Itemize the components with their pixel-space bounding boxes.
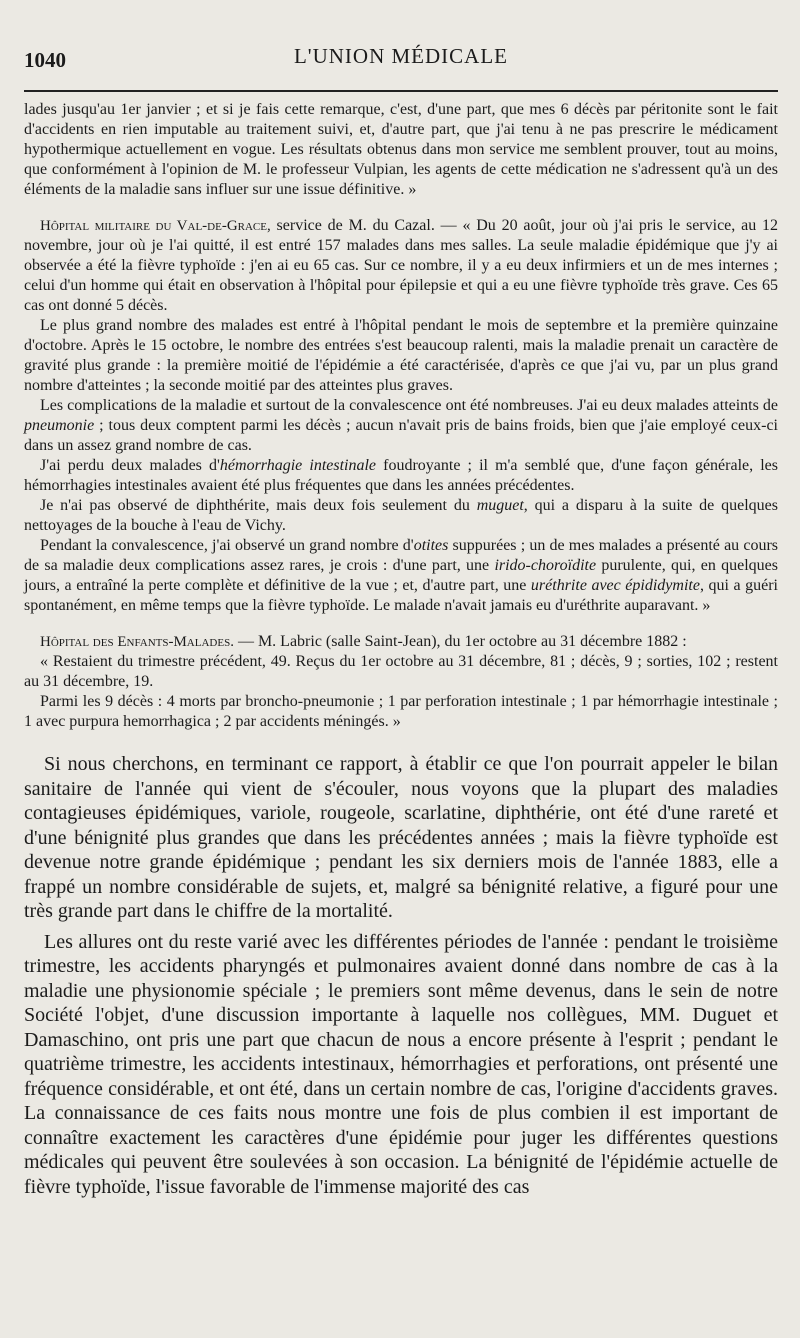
text-run: Pendant la convalescence, j'ai observé un grand nombre d' — [40, 537, 414, 554]
enfants-malades-paragraph-2: « Restaient du trimestre précédent, 49. Reçus du 1er octobre au 31 décembre, 81 ; décès, 9 ; sorties, 102 ; restent au 31 décembre, 19. — [24, 653, 778, 690]
enfants-malades-paragraph-3: Parmi les 9 décès : 4 morts par broncho-pneumonie ; 1 par perforation intestinale ; 1 par hémorrhagie intestinale ; 1 avec purpura hemorrhagica ; 2 par accidents méningés. » — [24, 693, 778, 730]
enfants-malades-text-1: — M. Labric (salle Saint-Jean), du 1er octobre au 31 décembre 1882 : — [233, 633, 687, 650]
italic-term: irido-choroïdite — [494, 557, 597, 574]
page-header — [24, 40, 778, 76]
section-val-de-grace — [24, 216, 778, 616]
conclusion-paragraph-1: Si nous cherchons, en terminant ce rapport, à établir ce que l'on pourrait appeler le bilan sanitaire de l'année qui vient de s'écouler, nous voyons que la plupart des maladies contagieuses épidémiques, variole, rougeole, scarlatine, diphthérie, ont été d'une rareté et d'une bénignité plus grandes que dans les précédentes années ; mais la fièvre typhoïde est devenue notre grande épidémique ; pendant les six derniers mois de l'année 1883, elle a frappé un nombre considérable de sujets, et, malgré sa bénignité relative, a figuré pour une très grande part dans le chiffre de la mortalité. — [24, 753, 778, 922]
val-de-grace-paragraph-5 — [24, 496, 778, 536]
italic-term: hémorrhagie intestinale — [219, 457, 377, 474]
text-run: , qui a guéri spontanément, en même temps que la fièvre typhoïde. Le malade n'avait jamais eu d'uréthrite auparavant. » — [24, 577, 779, 614]
text-run: , qui a disparu à la suite de quelques nettoyages de la bouche à l'eau de Vichy. — [24, 497, 778, 534]
text-run: Je n'ai pas observé de diphthérite, mais deux fois seulement du — [40, 497, 477, 514]
text-run: Les complications de la maladie et surtout de la convalescence ont été nombreuses. J'ai eu deux malades atteints de — [40, 397, 778, 414]
header-rule — [24, 90, 778, 92]
text-run: foudroyante ; il m'a semblé que, d'une façon générale, les hémorrhagies intestinales avaient été plus fréquentes que dans les années précédentes. — [24, 457, 778, 494]
italic-term: uréthrite avec épididymite — [530, 577, 700, 594]
italic-term: pneumonie — [24, 417, 95, 434]
section-heading-val-de-grace: Hôpital militaire du Val-de-Grace, — [40, 218, 271, 234]
val-de-grace-paragraph-4 — [24, 456, 778, 496]
section-heading-enfants-malades: Hôpital des Enfants-Malades. — [40, 634, 234, 650]
val-de-grace-text-1: service de M. du Cazal. — « Du 20 août, jour où j'ai pris le service, au 12 novembre, jour où je l'ai quitté, il est entré 157 malades dans mes salles. La seule maladie épidémique que j'y ai observée a été la fièvre typhoïde : j'en ai eu 65 cas. Sur ce nombre, il y a eu deux infirmiers et un de mes internes ; celui d'un homme qui était en observation à l'hôpital pour épilepsie et qui a eu une fièvre typhoïde très grave. Ces 65 cas ont donné 5 décès. — [24, 217, 778, 314]
italic-term: muguet — [476, 497, 524, 514]
page-number: 1040 — [24, 48, 66, 72]
running-title: L'UNION MÉDICALE — [293, 44, 508, 68]
text-run: suppurées ; un de mes malades a présenté au cours de sa maladie deux complications assez rares, je crois : d'une part, une — [24, 537, 779, 574]
section-enfants-malades — [24, 632, 778, 732]
val-de-grace-paragraph-2: Le plus grand nombre des malades est entré à l'hôpital pendant le mois de septembre et la première quinzaine d'octobre. Après le 15 octobre, le nombre des entrées s'est beaucoup ralenti, mais la maladie prenait un caractère de gravité plus grande : la première moitié de l'épidémie a été caractérisée, d'après ce que j'ai vu, par un plus grand nombre d'atteintes ; la seconde moitié par des atteintes plus graves. — [24, 317, 778, 394]
italic-term: otites — [413, 537, 449, 554]
val-de-grace-paragraph-6 — [24, 536, 778, 616]
text-run: ; tous deux comptent parmi les décès ; aucun n'avait pris de bains froids, bien que j'aie employé ceux-ci dans un assez grand nombre de cas. — [24, 417, 778, 454]
conclusion-block — [24, 752, 778, 1199]
val-de-grace-paragraph-3 — [24, 396, 778, 456]
text-run: purulente, qui, en quelques jours, a entraîné la perte complète et définitive de la vue ; et, d'autre part, une — [24, 557, 779, 594]
intro-paragraph: lades jusqu'au 1er janvier ; et si je fais cette remarque, c'est, d'une part, que mes 6 décès par péritonite sont le fait d'accidents en rien imputable au traitement suivi, et, d'autre part, que j'ai tenu à ne pas prescrire le médicament hypothermique actuellement en vogue. Les résultats obtenus dans mon service me semblent prouver, tout au moins, que conformément à l'opinion de M. le professeur Vulpian, les agents de cette médication ne s'adressent qu'à un des éléments de la maladie sans influer sur une issue définitive. » — [24, 101, 778, 198]
text-run: J'ai perdu deux malades d' — [40, 457, 220, 474]
enfants-malades-paragraph-1 — [24, 632, 778, 652]
conclusion-paragraph-2: Les allures ont du reste varié avec les différentes périodes de l'année : pendant le troisième trimestre, les accidents pharyngés et pulmonaires avaient donné dans nombre de cas à la maladie une physionomie spéciale ; le premiers sont même devenus, dans le sein de notre Société l'objet, d'une discussion importante à laquelle nos collègues, MM. Duguet et Damaschino, ont pris une part que chacun de nous a encore présente à l'esprit ; pendant le quatrième trimestre, les accidents intestinaux, hémorrhagies et perforations, ont présenté une fréquence considérable, et ont été, dans un certain nombre de cas, l'origine d'accidents graves. La connaissance de ces faits nous montre une fois de plus combien il est important de connaître exactement les caractères d'une épidémie pour juger les différentes questions médicales qui peuvent être soulevées à son occasion. La bénignité de l'épidémie actuelle de fièvre typhoïde, l'issue favorable de l'immense majorité des cas — [24, 930, 778, 1198]
val-de-grace-paragraph-1 — [24, 216, 778, 316]
